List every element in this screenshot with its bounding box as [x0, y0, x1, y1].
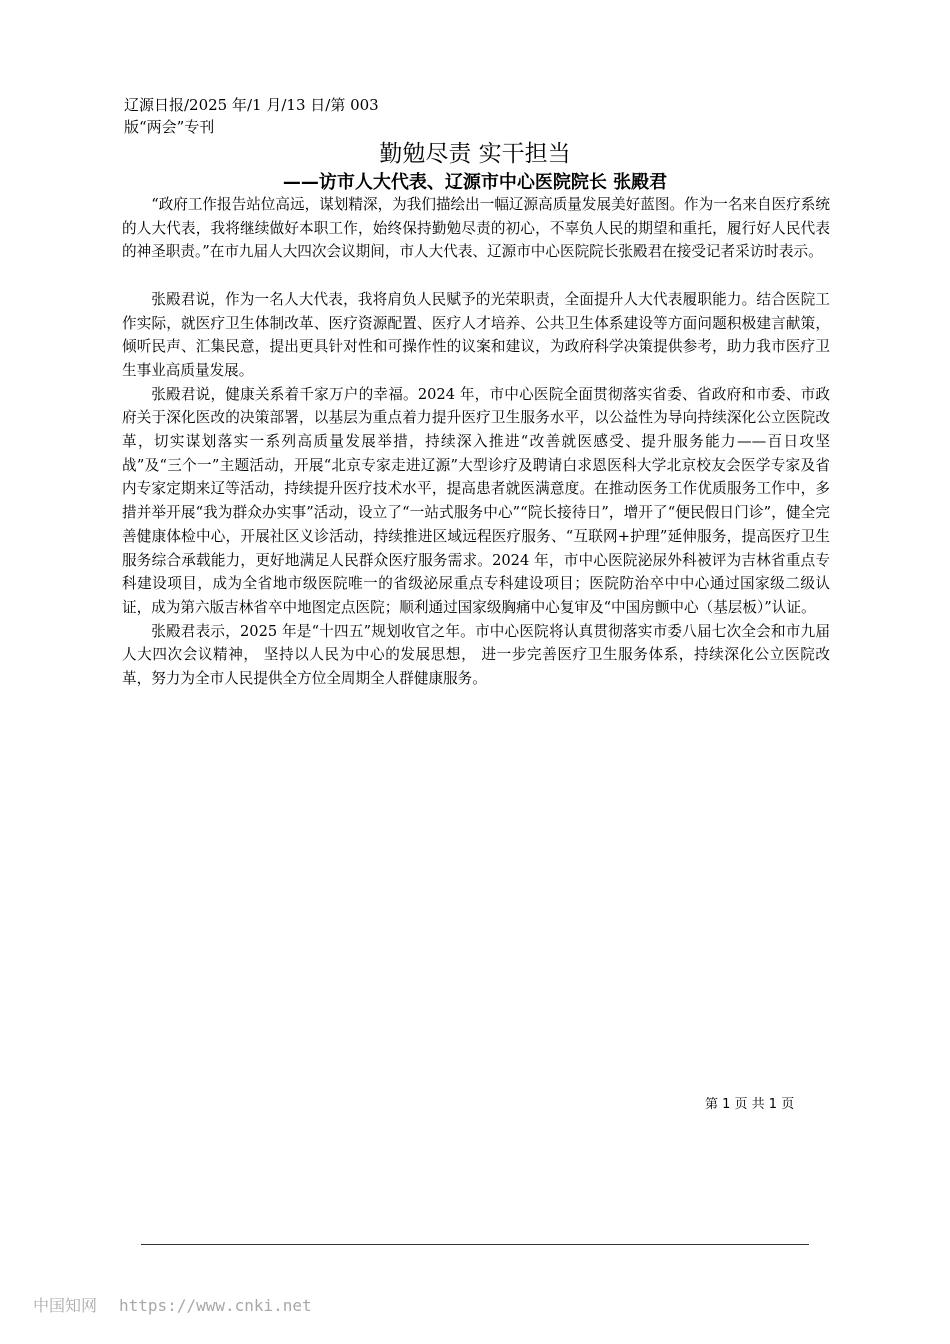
source-line-2: 版“两会”专刊: [124, 118, 215, 136]
article-body: [122, 193, 830, 691]
source-line-1: 辽源日报/2025 年/1 月/13 日/第 003: [124, 96, 379, 114]
paragraph-2: 张殿君说，作为一名人大代表，我将肩负人民赋予的光荣职责，全面提升人大代表履职能力。结合医院工作实际，就医疗卫生体制改革、医疗资源配置、医疗人才培养、公共卫生体系建设等方面问题积极建言献策，倾听民声、汇集民意，提出更具针对性和可操作性的议案和建议，为政府科学决策提供参考，助力我市医疗卫生事业高质量发展。: [122, 290, 830, 379]
watermark-name: 中国知网: [33, 1296, 98, 1315]
paragraph-3: 张殿君说，健康关系着千家万户的幸福。2024 年，市中心医院全面贯彻落实省委、省政府和市委、市政府关于深化医改的决策部署，以基层为重点着力提升医疗卫生服务水平，以公益性为导向持续深化公立医院改革，切实谋划落实一系列高质量发展举措，持续深入推进“改善就医感受、提升服务能力——百日攻坚战”及“三个一”主题活动，开展“北京专家走进辽源”大型诊疗及聘请白求恩医科大学北京校友会医学专家及省内专家定期来辽等活动，持续提升医疗技术水平，提高患者就医满意度。在推动医务工作优质服务工作中，多措并举开展“我为群众办实事”活动，设立了“一站式服务中心”“院长接待日”，增开了“便民假日门诊”，健全完善健康体检中心，开展社区义诊活动，持续推进区域远程医疗服务、“互联网+护理”延伸服务，提高医疗卫生服务综合承载能力，更好地满足人民群众医疗服务需求。2024 年，市中心医院泌尿外科被评为吉林省重点专科建设项目，成为全省地市级医院唯一的省级泌尿重点专科建设项目；医院防治卒中中心通过国家级二级认证，成为第六版吉林省卒中地图定点医院；顺利通过国家级胸痛中心复审及“中国房颤中心（基层板）”认证。: [122, 385, 830, 616]
footer-divider: [141, 1244, 809, 1245]
article-subtitle: ——访市人大代表、辽源市中心医院院长 张殿君: [282, 172, 668, 193]
page-number: 第 1 页 共 1 页: [705, 1097, 795, 1112]
article-title: 勤勉尽责 实干担当: [379, 141, 571, 167]
paragraph-4: 张殿君表示，2025 年是“十四五”规划收官之年。市中心医院将认真贯彻落实市委八届七次全会和市九届人大四次会议精神， 坚持以人民为中心的发展思想， 进一步完善医疗卫生服务体系，持续深化公立医院改革，努力为全市人民提供全方位全周期全人群健康服务。: [122, 622, 830, 688]
paragraph-1: “政府工作报告站位高远，谋划精深，为我们描绘出一幅辽源高质量发展美好蓝图。作为一名来自医疗系统的人大代表，我将继续做好本职工作，始终保持勤勉尽责的初心，不辜负人民的期望和重托，履行好人民代表的神圣职责。”在市九届人大四次会议期间，市人大代表、辽源市中心医院院长张殿君在接受记者采访时表示。: [122, 196, 830, 261]
cnki-watermark: [33, 1295, 312, 1317]
watermark-url[interactable]: https://www.cnki.net: [119, 1296, 312, 1315]
